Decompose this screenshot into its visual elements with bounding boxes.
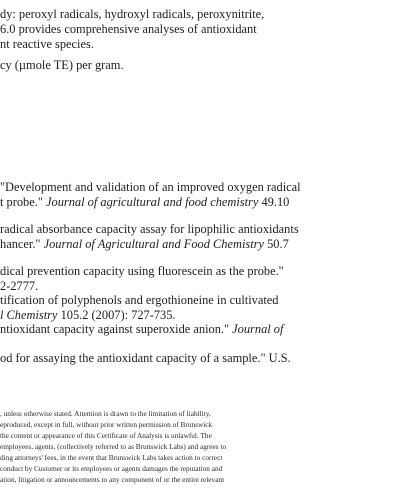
footer-line-5: ding attorneys' fees, in the event that Brunswick Labs takes action to correct	[0, 453, 223, 462]
reference-1-text: "Development and validation of an improved oxygen radical	[0, 180, 301, 194]
reference-4-journal: l Chemistry	[0, 308, 58, 322]
footer-line-4: employees, agents, (collectively referred to as Brunswick Labs) and agrees to	[0, 442, 227, 451]
reference-1-line-2	[0, 195, 289, 210]
reference-6-text: od for assaying the antioxidant capacity of a sample." U.S.	[0, 351, 291, 365]
reference-2-volume: 50.7	[263, 237, 289, 251]
reference-4-volume: 105.2 (2007): 727-735.	[57, 308, 176, 322]
footer-line-7: ation, litigation or announcements to any component of or the entire relevant	[0, 475, 225, 484]
reference-4-text: tification of polyphenols and ergothioneine in cultivated	[0, 293, 279, 307]
footer-line-6: conduct by Customer or its employees or agents damages the reputation and	[0, 464, 223, 473]
intro-line-1: dy: peroxyl radicals, hydroxyl radicals, peroxynitrite,	[0, 7, 265, 21]
reference-1-tail: t probe."	[0, 195, 47, 209]
reference-2-journal: Journal of Agricultural and Food Chemistry	[43, 237, 264, 251]
footer-line-2: eproduced, except in full, without prior written permission of Brunswick	[0, 420, 213, 429]
reference-5-journal: Journal of	[232, 322, 284, 336]
reference-3-pages: 2-2777.	[0, 279, 39, 293]
reference-2-tail: hancer."	[0, 237, 44, 251]
intro-line-2: 6.0 provides comprehensive analyses of antioxidant	[0, 22, 257, 36]
reference-3-line-2	[0, 279, 38, 294]
intro-line-3: nt reactive species.	[0, 37, 94, 51]
reference-2-line-1	[0, 222, 299, 237]
reference-6-line-1	[0, 351, 291, 366]
reference-1-line-1	[0, 180, 301, 195]
footer-line-1: , unless otherwise stated. Attention is drawn to the limitation of liability,	[0, 409, 211, 418]
footer-line-3: the content or appearance of this Certificate of Analysis is unlawful. The	[0, 431, 212, 440]
reference-5-text: ntioxidant capacity against superoxide anion."	[0, 322, 233, 336]
reference-2-text: radical absorbance capacity assay for lipophilic antioxidants	[0, 222, 299, 236]
intro-line-4: cy (µmole TE) per gram.	[0, 58, 124, 72]
reference-1-journal: Journal of agricultural and food chemistry	[46, 195, 259, 209]
reference-2-line-2	[0, 237, 289, 252]
reference-3-line-1	[0, 264, 284, 279]
reference-5-line-1	[0, 322, 283, 337]
reference-4-line-2	[0, 308, 176, 323]
reference-4-line-1	[0, 293, 279, 308]
reference-1-volume: 49.10	[258, 195, 290, 209]
reference-3-text: dical prevention capacity using fluorescein as the probe."	[0, 264, 284, 278]
